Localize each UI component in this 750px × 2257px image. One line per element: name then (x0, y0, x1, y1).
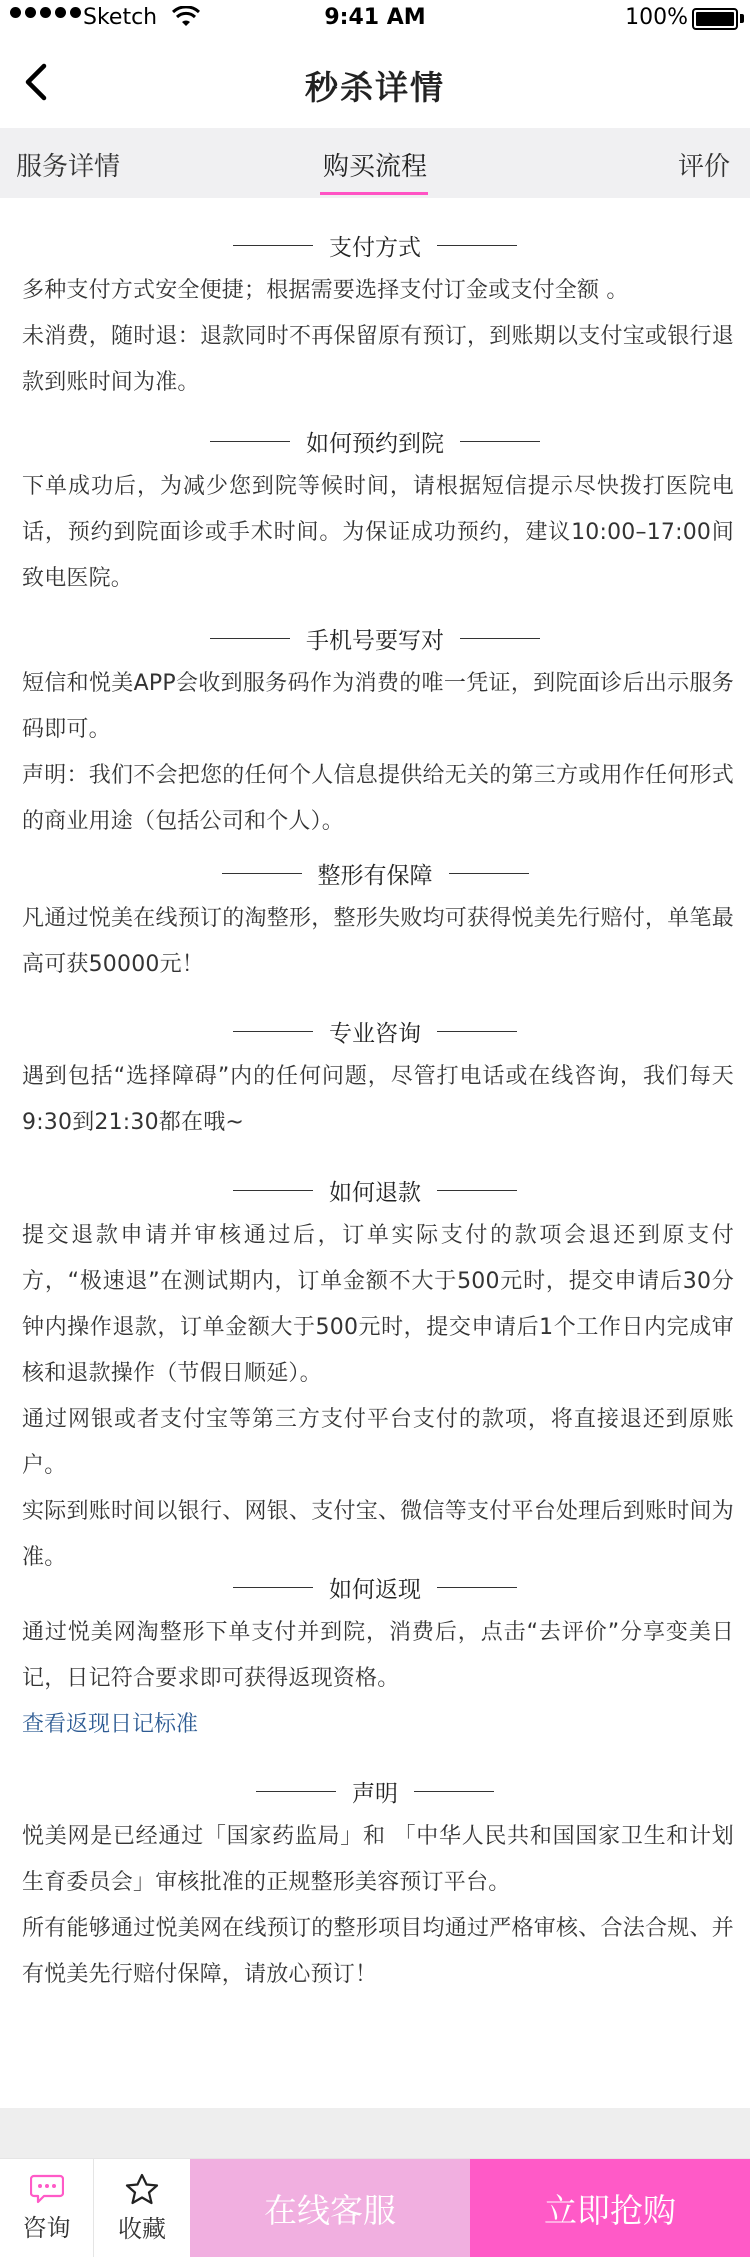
section-paragraph: 悦美网是已经通过「国家药监局」和 「中华人民共和国国家卫生和计划生育委员会」审核批准的正规整形美容预订平台。 (22, 1824, 734, 1895)
chat-bubble-icon (30, 2174, 64, 2204)
divider-line (222, 873, 302, 874)
section-title-text: 支付方式 (329, 234, 421, 261)
consult-label: 咨询 (22, 2214, 71, 2242)
section-paragraph: 多种支付方式安全便捷；根据需要选择支付订金或支付全额 。 (22, 278, 629, 303)
tab-bar (0, 128, 750, 198)
star-icon (125, 2173, 159, 2205)
divider-line (460, 441, 540, 442)
page-title: 秒杀详情 (305, 68, 445, 107)
battery-percent: 100% (625, 5, 688, 30)
active-tab-indicator (320, 192, 428, 195)
section-title-refund (0, 1170, 750, 1210)
online-service-button[interactable]: 在线客服 (190, 2159, 470, 2257)
section-title-guarantee (0, 853, 750, 893)
section-paragraph: 通过网银或者支付宝等第三方支付平台支付的款项，将直接退还到原账户。 (22, 1407, 734, 1478)
divider-line (437, 245, 517, 246)
buy-now-button[interactable]: 立即抢购 (470, 2159, 750, 2257)
section-title-text: 手机号要写对 (306, 627, 444, 654)
section-title-text: 如何退款 (329, 1179, 421, 1206)
section-title-statement (0, 1771, 750, 1811)
consult-button[interactable] (0, 2159, 94, 2257)
divider-line (437, 1190, 517, 1191)
divider-line (210, 638, 290, 639)
tab-reviews[interactable]: 评价 (677, 152, 730, 182)
section-title-text: 整形有保障 (317, 862, 433, 889)
divider-line (437, 1587, 517, 1588)
section-title-text: 专业咨询 (329, 1020, 421, 1047)
divider-line (233, 1587, 313, 1588)
section-title-phone (0, 618, 750, 658)
section-title-payment (0, 225, 750, 265)
bottom-spacer (0, 2108, 750, 2158)
bottom-action-bar (0, 2158, 750, 2257)
divider-line (256, 1791, 336, 1792)
section-paragraph: 声明：我们不会把您的任何个人信息提供给无关的第三方或用作任何形式的商业用途（包括公司和个人）。 (22, 763, 734, 834)
divider-line (460, 638, 540, 639)
divider-line (414, 1791, 494, 1792)
section-paragraph: 提交退款申请并审核通过后，订单实际支付的款项会退还到原支付方，“极速退”在测试期内，订单金额不大于500元时，提交申请后30分钟内操作退款，订单金额大于500元时，提交申请后1个工作日内完成审核和退款操作（节假日顺延）。 (22, 1223, 734, 1386)
divider-line (233, 1190, 313, 1191)
divider-line (449, 873, 529, 874)
status-bar (0, 0, 750, 40)
section-title-text: 如何预约到院 (306, 430, 444, 457)
favorite-label: 收藏 (118, 2215, 166, 2243)
section-title-appointment (0, 421, 750, 461)
section-title-text: 声明 (352, 1780, 398, 1807)
section-title-consult (0, 1011, 750, 1051)
favorite-button[interactable] (94, 2159, 190, 2257)
section-paragraph: 凡通过悦美在线预订的淘整形，整形失败均可获得悦美先行赔付，单笔最高可获50000元！ (22, 906, 734, 977)
section-paragraph: 短信和悦美APP会收到服务码作为消费的唯一凭证，到院面诊后出示服务码即可。 (22, 671, 734, 742)
section-paragraph: 未消费，随时退：退款同时不再保留原有预订，到账期以支付宝或银行退款到账时间为准。 (22, 324, 734, 395)
nav-bar (0, 40, 750, 128)
status-time: 9:41 AM (324, 5, 426, 30)
tab-purchase-process[interactable]: 购买流程 (322, 152, 427, 182)
section-paragraph: 下单成功后，为减少您到院等候时间，请根据短信提示尽快拨打医院电话，预约到院面诊或手术时间。为保证成功预约，建议10:00–17:00间致电医院。 (22, 474, 734, 591)
section-title-cashback (0, 1567, 750, 1607)
section-paragraph: 遇到包括“选择障碍”内的任何问题，尽管打电话或在线咨询，我们每天9:30到21:30都在哦~ (22, 1064, 734, 1135)
divider-line (437, 1031, 517, 1032)
battery-cap (740, 14, 744, 23)
section-title-text: 如何返现 (329, 1576, 421, 1603)
divider-line (210, 441, 290, 442)
divider-line (233, 245, 313, 246)
divider-line (233, 1031, 313, 1032)
battery-icon (692, 8, 738, 30)
section-paragraph: 实际到账时间以银行、网银、支付宝、微信等支付平台处理后到账时间为准。 (22, 1499, 734, 1570)
cashback-standard-link[interactable]: 查看返现日记标准 (22, 1712, 199, 1737)
section-paragraph: 所有能够通过悦美网在线预订的整形项目均通过严格审核、合法合规、并有悦美先行赔付保障，请放心预订！ (22, 1916, 734, 1987)
carrier-name: Sketch (83, 5, 158, 30)
section-paragraph: 通过悦美网淘整形下单支付并到院，消费后，点击“去评价”分享变美日记，日记符合要求即可获得返现资格。 (22, 1620, 734, 1691)
tab-service-details[interactable]: 服务详情 (16, 152, 121, 182)
